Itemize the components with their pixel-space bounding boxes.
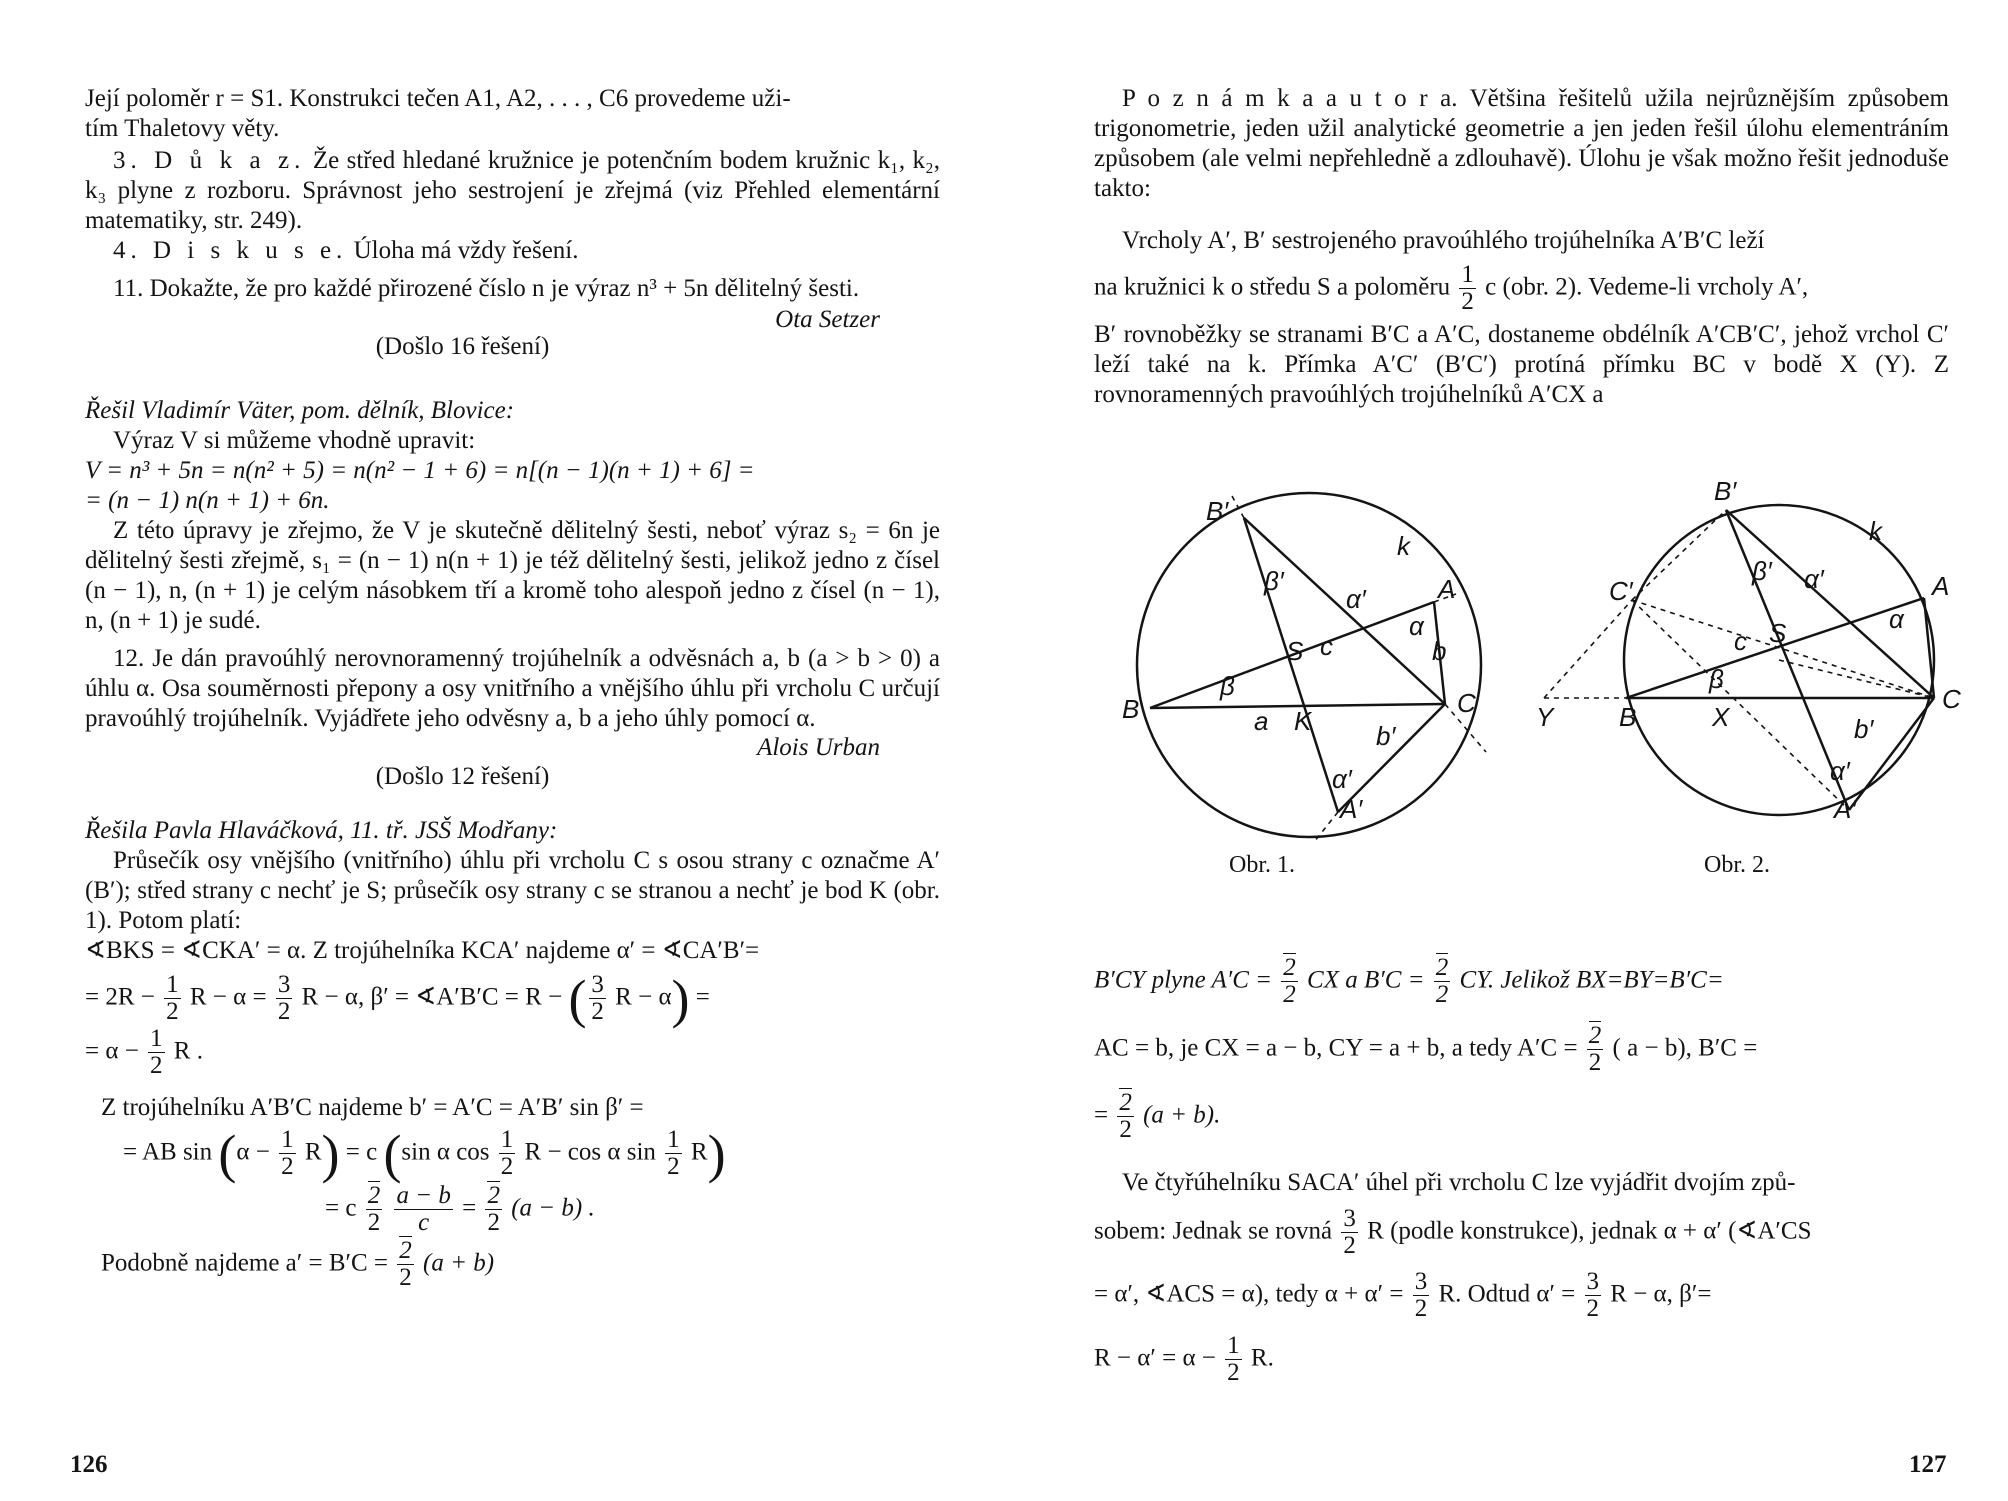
eq-part: B′CY plyne A′C = xyxy=(1094,966,1273,994)
discussion-text: Úloha má vždy řešení. xyxy=(347,237,579,264)
eq-part: = α′, ∢ACS = α), tedy α + α′ = xyxy=(1094,1280,1404,1308)
eq-part: (a + b). xyxy=(1143,1101,1221,1129)
right-column xyxy=(1094,84,1949,410)
equation-line xyxy=(1094,1090,1949,1144)
figure-1-caption: Obr. 1. xyxy=(1229,852,1295,878)
eq-part: ( a − b), B′C = xyxy=(1612,1033,1758,1061)
circle-k xyxy=(1137,493,1481,837)
label-B1: B′ xyxy=(1206,496,1229,526)
label-B: B xyxy=(1122,694,1140,724)
solver-name: Řešila Pavla Hlaváčková, 11. tř. JSŠ Modřany: xyxy=(85,817,558,844)
label-a: a xyxy=(1254,706,1269,736)
eq-part: R − α = xyxy=(189,983,267,1011)
label-k: k xyxy=(1397,531,1410,561)
fraction: $\frac{2}{2}$ xyxy=(399,1237,412,1292)
label-C: C xyxy=(1457,688,1476,718)
eq-part: c (obr. 2). Vedeme-li vrcholy A′, xyxy=(1485,273,1809,301)
fraction: $\frac{1}{2}$ xyxy=(150,1024,163,1079)
fraction: $\frac{2}{2}$ xyxy=(487,1181,500,1236)
text-line: Výraz V si můžeme vhodně upravit: xyxy=(113,427,476,454)
label-C1: C′ xyxy=(1609,576,1633,606)
eq-part: = xyxy=(462,1193,477,1221)
eq-part: sin α cos xyxy=(401,1138,490,1166)
equation-alpha-result xyxy=(85,1026,940,1080)
eq-part: (a − b) . xyxy=(511,1193,595,1221)
fraction: $\frac{1}{2}$ xyxy=(281,1126,294,1181)
label-S: S xyxy=(1286,636,1304,666)
eq-part: R. Odtud α′ = xyxy=(1438,1280,1576,1308)
eq-part: R − cos α sin xyxy=(524,1138,656,1166)
label-A1: A′ xyxy=(1340,794,1363,824)
eq-part: CX a B′C = xyxy=(1307,966,1425,994)
eq-part: α − xyxy=(236,1138,270,1166)
radius-line xyxy=(1094,262,1949,316)
equation: V = n³ + 5n = n(n² + 5) = n(n² − 1 + 6) = n[(n − 1)(n + 1) + 6] = xyxy=(85,457,755,484)
eq-part: na kružnici k o středu S a poloměru xyxy=(1094,273,1451,301)
solutions-count: (Došlo 16 řešení) xyxy=(375,333,550,360)
figure-2-caption: Obr. 2. xyxy=(1704,852,1770,878)
label-X: X xyxy=(1712,702,1730,732)
label-alpha1b: α′ xyxy=(1332,764,1352,794)
eq-part: = α − xyxy=(85,1036,139,1064)
equation: ∢BKS = ∢CKA′ = α. Z trojúhelníka KCA′ najdeme α′ = ∢CA′B′= xyxy=(85,937,760,964)
label-alpha: α xyxy=(1409,611,1424,641)
eq-part: R (podle konstrukce), jednak α + α′ (∢A′CS xyxy=(1367,1216,1812,1244)
fraction: $\frac{2}{2}$ xyxy=(367,1181,381,1236)
label-alpha1b: α′ xyxy=(1830,756,1850,786)
page-number: 127 xyxy=(1909,1451,1947,1478)
text-line: Její poloměr r = S1. Konstrukci tečen A1, A2, . . . , C6 provedeme uži- xyxy=(85,85,791,112)
eq-part: R − α xyxy=(615,983,672,1011)
eq-part: R xyxy=(304,1138,322,1166)
solution-paragraph: Z této úpravy je zřejmo, že V je skutečně dělitelný šesti, neboť výraz s₂ = 6n je dělitelný šesti zřejmě, s₁ = (n − 1) n(n + 1) je též dělitelný šesti, jelikož jedno z čísel (n − 1), n, (n + 1) je celým násobkem tří a kromě toho alespoň jedno z čísel (n − 1), n, (n + 1) je sudé. xyxy=(85,517,940,634)
label-b: b xyxy=(1432,636,1447,666)
page-number: 126 xyxy=(70,1451,108,1478)
equation-alpha-prime: = 2R − $\frac{1}{2}$ R − α = $\frac{3}{2}$ R − α, β′ = ∢A′B′C = R − ( $\frac{3}{2}$ R − α) = xyxy=(85,968,710,1029)
problem-12: 12. Je dán pravoúhlý nerovnoramenný trojúhelník a odvěsnách a, b (a > b > 0) a úhlu α. Osa souměrnosti přepony a osy vnitřního a vnějšího úhlu při vrcholu C určují pravoúhlý trojúhelník. Vyjádřete jeho odvěsny a, b a jeho úhly pomocí α. xyxy=(85,645,940,732)
fraction: $\frac{1}{2}$ xyxy=(667,1126,680,1181)
problem-11: 11. Dokažte, že pro každé přirozené číslo n je výraz n³ + 5n dělitelný šesti. xyxy=(113,275,860,302)
proof-text: Že střed hledané kružnice je potenčním bodem kružnic k₁, k₂, k₃ plyne z rozboru. Správnost jeho sestrojení je zřejmá (viz Přehled elementární matematiky, str. 249). xyxy=(85,147,940,234)
eq-part: R . xyxy=(173,1036,203,1064)
label-b1: b′ xyxy=(1854,714,1874,744)
author-name: Ota Setzer xyxy=(775,306,880,333)
label-Y: Y xyxy=(1536,702,1554,732)
eq-part: Podobně najdeme a′ = B′C = xyxy=(101,1249,389,1277)
fraction: $\frac{3}{2}$ xyxy=(591,971,604,1026)
eq-part: = c xyxy=(325,1193,357,1221)
eq-part: = xyxy=(1094,1101,1109,1129)
fraction: $\frac{3}{2}$ xyxy=(1586,1268,1600,1323)
label-alpha: α xyxy=(1889,604,1904,634)
figure-1 xyxy=(1114,490,1514,860)
discussion-paragraph xyxy=(85,236,940,266)
author-note xyxy=(1094,84,1949,204)
label-C: C xyxy=(1942,684,1961,714)
fraction: $\frac{a - b}{c}$ xyxy=(396,1181,451,1236)
fraction: $\frac{1}{2}$ xyxy=(1461,261,1474,316)
label-A1: A′ xyxy=(1834,794,1857,824)
proof-label: 3. D ů k a z. xyxy=(113,147,306,174)
solutions-count: (Došlo 12 řešení) xyxy=(375,763,550,790)
eq-part: AC = b, je CX = a − b, CY = a + b, a tedy A′C = xyxy=(1094,1033,1578,1061)
equation-line xyxy=(1094,1206,1949,1260)
fraction: $\frac{2}{2}$ xyxy=(1119,1089,1132,1144)
left-column xyxy=(85,84,940,1292)
equation-line xyxy=(1094,1023,1949,1077)
right-page xyxy=(1004,0,2008,1501)
proof-paragraph xyxy=(85,146,940,236)
note-label: P o z n á m k a a u t o r a. xyxy=(1122,85,1458,112)
equation-line xyxy=(1094,1333,1949,1387)
text-line: Vrcholy A′, B′ sestrojeného pravoúhlého trojúhelníka A′B′C leží xyxy=(1122,227,1765,254)
label-K: K xyxy=(1294,706,1312,736)
text-line: tím Thaletovy věty. xyxy=(85,115,280,142)
dashed-line xyxy=(1544,600,1632,698)
label-beta: β xyxy=(1709,664,1724,694)
equation-line xyxy=(1094,1269,1949,1323)
fraction: $\frac{1}{2}$ xyxy=(500,1126,514,1181)
label-A: A xyxy=(1932,571,1950,601)
solution-paragraph: Průsečík osy vnějšího (vnitřního) úhlu při vrcholu C s osou strany c označme A′ (B′); střed strany c nechť je S; průsečík osy strany c se stranou a nechť je bod K (obr. 1). Potom platí: xyxy=(85,847,940,934)
equation-b-result xyxy=(325,1183,940,1237)
fraction: $\frac{2}{2}$ xyxy=(1435,954,1449,1009)
fraction: $\frac{3}{2}$ xyxy=(1414,1268,1428,1323)
fraction: $\frac{2}{2}$ xyxy=(1283,954,1296,1009)
label-A: A xyxy=(1438,574,1456,604)
equation: = (n − 1) n(n + 1) + 6n. xyxy=(85,487,330,514)
eq-part: R − α, β′= xyxy=(1610,1280,1712,1308)
right-column-lower xyxy=(1094,955,1949,1386)
eq-part: = xyxy=(695,983,710,1011)
equation-b-prime: = AB sin (α − $\frac{1}{2}$ R) = c (sin α cos $\frac{1}{2}$ R − cos α sin $\frac{1}{2}$ R) xyxy=(123,1123,726,1184)
label-alpha1: α′ xyxy=(1804,564,1824,594)
label-b1: b′ xyxy=(1376,721,1396,751)
dashed-ext xyxy=(1314,812,1338,842)
discussion-label: 4. D i s k u s e. xyxy=(113,237,348,264)
label-B: B xyxy=(1619,702,1637,732)
eq-part: = c xyxy=(345,1138,378,1166)
figure-2 xyxy=(1514,480,1984,850)
dashed-line xyxy=(1632,510,1726,600)
label-k: k xyxy=(1869,516,1882,546)
label-beta: β xyxy=(1220,671,1235,701)
fraction: $\frac{1}{2}$ xyxy=(166,971,179,1026)
solver-name: Řešil Vladimír Väter, pom. dělník, Blovice: xyxy=(85,397,515,424)
eq-part: (a + b) xyxy=(423,1249,495,1277)
eq-part: CY. Jelikož BX=BY=B′C= xyxy=(1459,966,1724,994)
fraction: $\frac{1}{2}$ xyxy=(1227,1331,1240,1386)
text-line: Ve čtyřúhelníku SACA′ úhel při vrcholu C lze vyjádřit dvojím způ- xyxy=(1122,1168,1796,1196)
eq-part: R xyxy=(690,1138,708,1166)
author-name: Alois Urban xyxy=(757,734,880,761)
eq-part: = AB sin xyxy=(123,1138,213,1166)
dashed-line xyxy=(1779,660,1934,698)
label-alpha1: α′ xyxy=(1346,584,1366,614)
note-text: Většina řešitelů užila nejrůznějším způsobem trigonometrie, jeden užil analytické geometrie a jen jeden řešil úlohu elementráním způsobem (ale velmi nepřehledně a zdlouhavě). Úlohu je však možno řešit jednoduše takto: xyxy=(1094,85,1949,202)
eq-part: R. xyxy=(1250,1343,1274,1371)
equation-line xyxy=(1094,955,1949,1009)
label-c: c xyxy=(1734,626,1747,656)
label-beta1: β′ xyxy=(1264,566,1284,596)
eq-part: R − α′ = α − xyxy=(1094,1343,1216,1371)
construction-paragraph: B′ rovnoběžky se stranami B′C a A′C, dostaneme obdélník A′CB′C′, jehož vrchol C′ leží také na k. Přímka A′C′ (B′C′) protíná přímku BC v bodě X (Y). Z rovnoramenných pravoúhlých trojúhelníků A′CX a xyxy=(1094,320,1949,408)
label-S: S xyxy=(1769,618,1787,648)
fraction: $\frac{3}{2}$ xyxy=(1343,1204,1356,1259)
eq-part: = 2R − xyxy=(85,983,155,1011)
eq-part: R − α, β′ = ∢A′B′C = R − xyxy=(301,983,563,1011)
fraction: $\frac{2}{2}$ xyxy=(1588,1021,1602,1076)
label-B1: B′ xyxy=(1714,480,1737,506)
equation-a-prime xyxy=(101,1238,940,1292)
label-beta1: β′ xyxy=(1752,556,1772,586)
fraction: $\frac{3}{2}$ xyxy=(277,971,291,1026)
eq-part: sobem: Jednak se rovná xyxy=(1094,1216,1333,1244)
label-c: c xyxy=(1320,631,1333,661)
text-line: Z trojúhelníku A′B′C najdeme b′ = A′C = A′B′ sin β′ = xyxy=(101,1094,644,1121)
